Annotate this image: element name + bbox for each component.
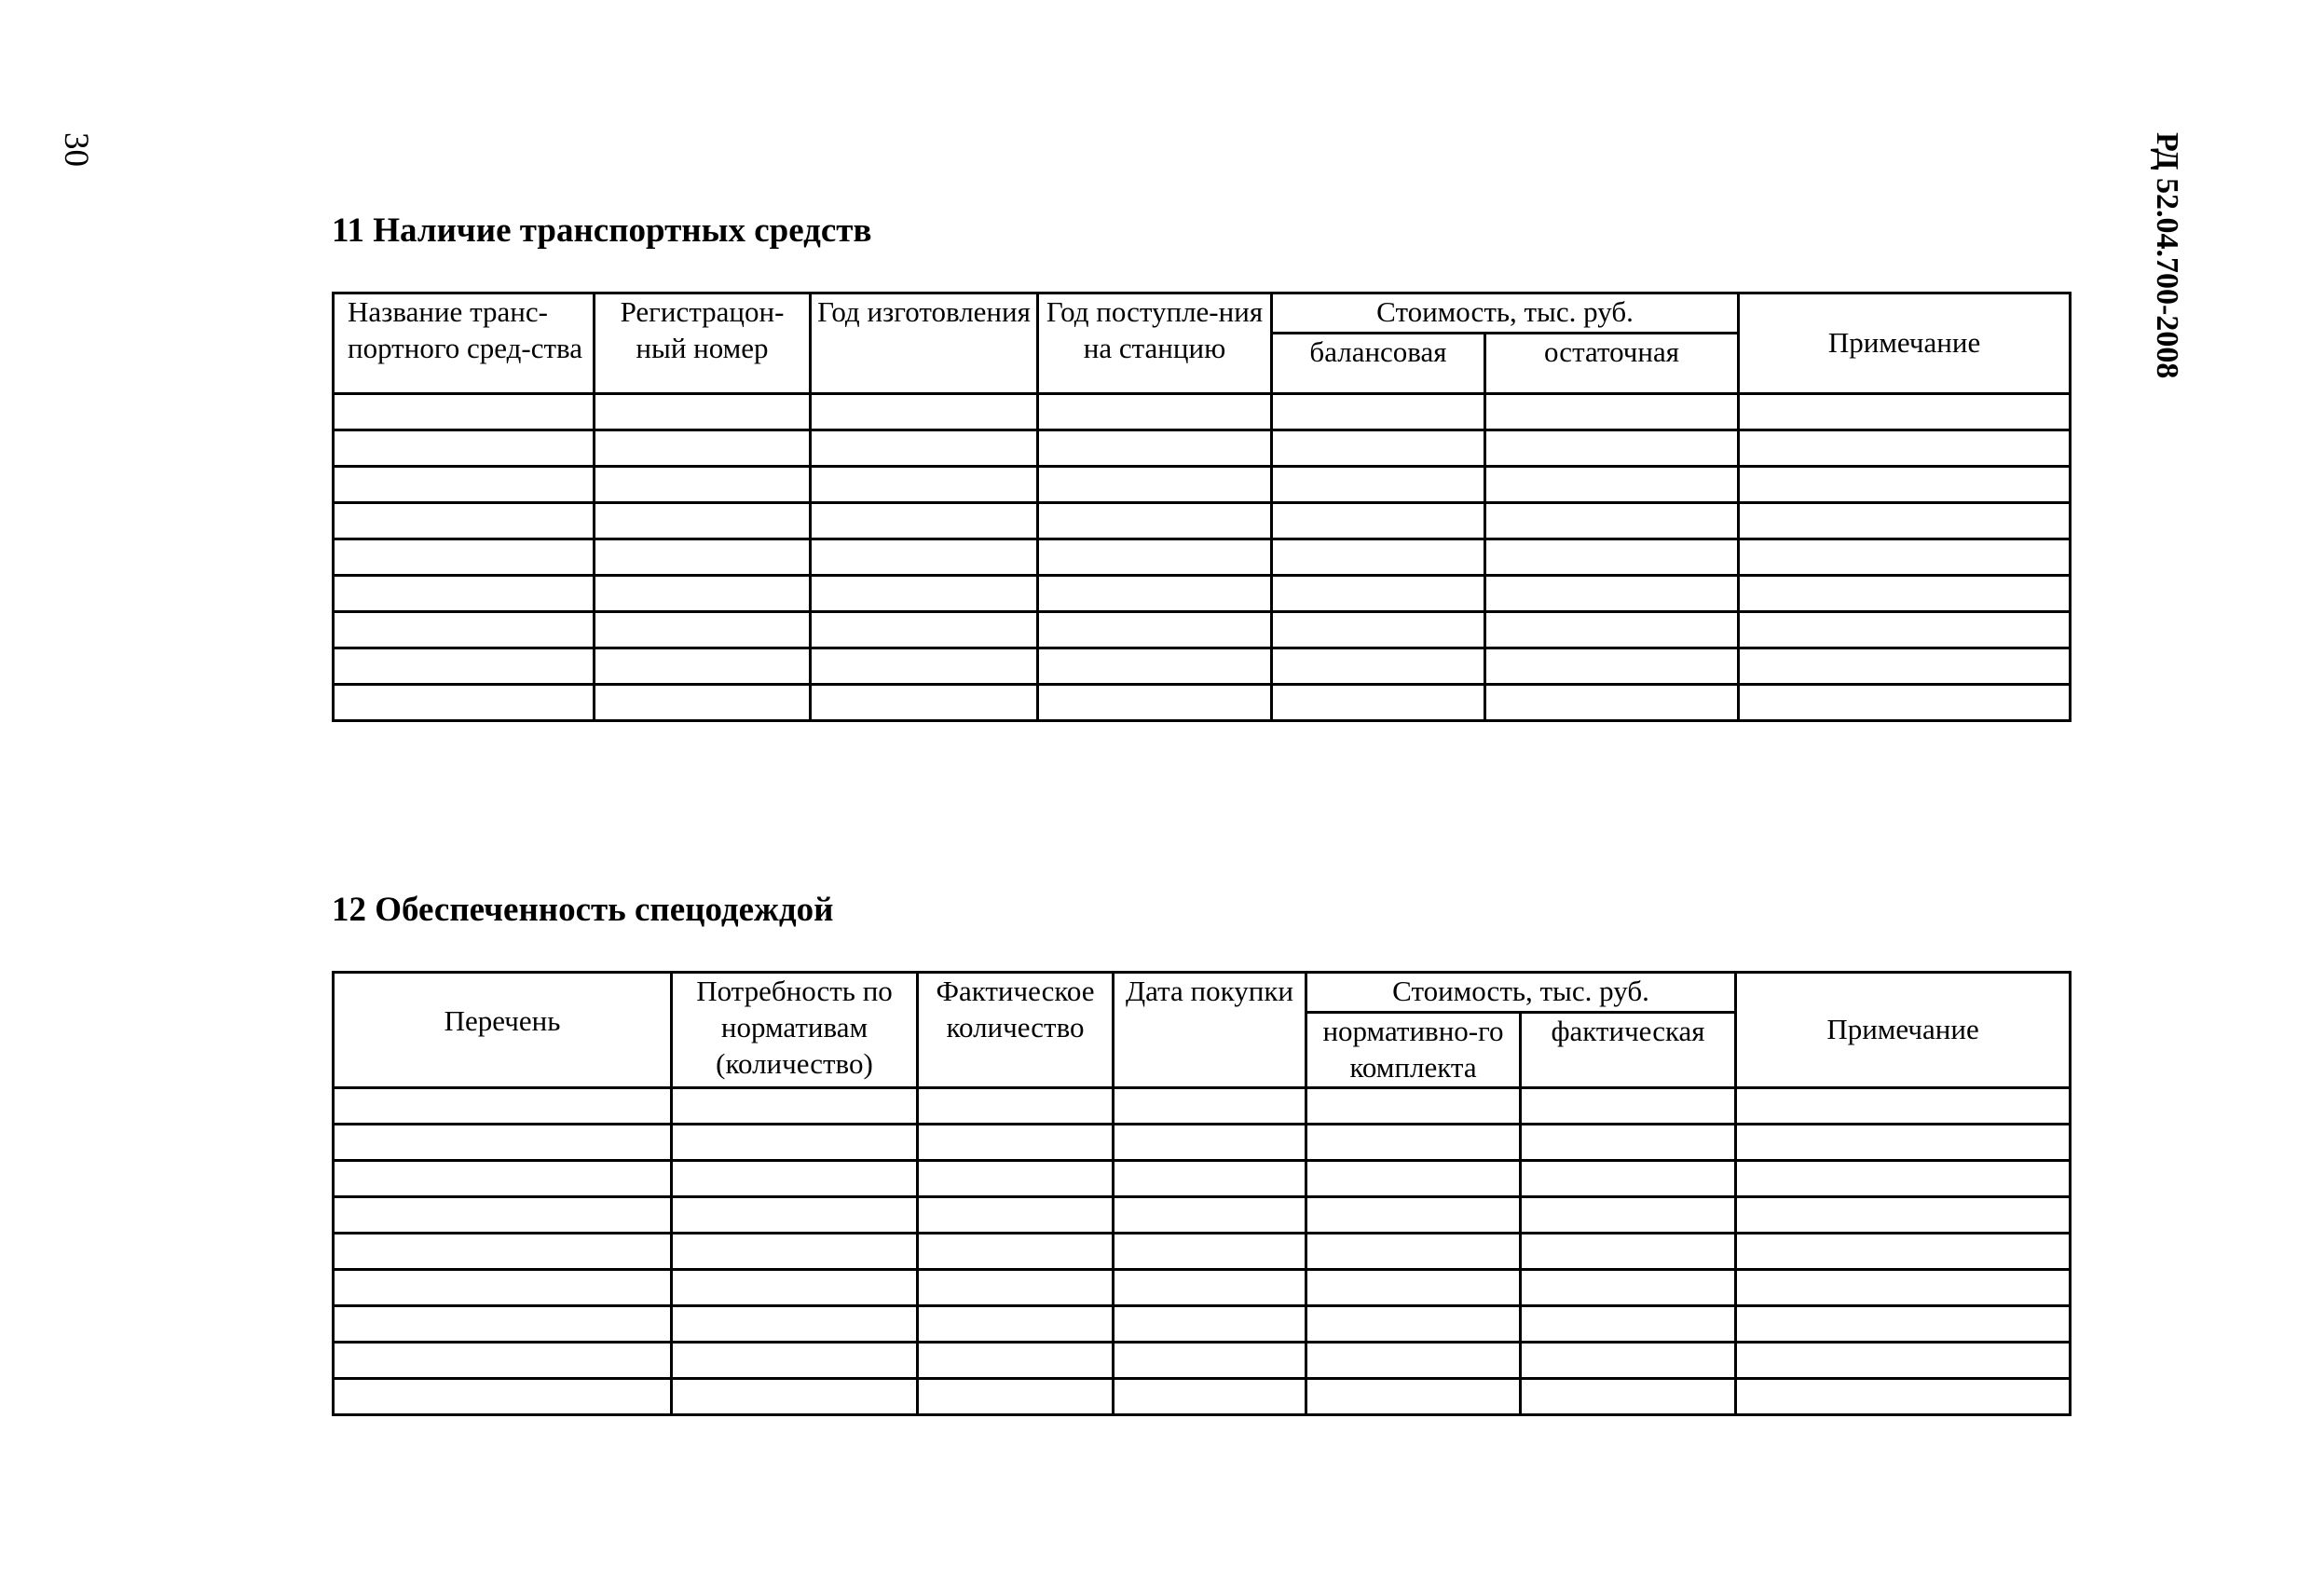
table-row: [334, 430, 2071, 467]
empty-cell: [1736, 1161, 2071, 1197]
table-row: [334, 467, 2071, 503]
empty-cell: [595, 685, 811, 721]
empty-cell: [1485, 430, 1739, 467]
empty-cell: [595, 467, 811, 503]
empty-cell: [1114, 1088, 1306, 1125]
header-purchase-date: Дата покупки: [1114, 973, 1306, 1088]
empty-cell: [1736, 1379, 2071, 1415]
empty-cell: [1272, 467, 1485, 503]
empty-cell: [334, 1125, 672, 1161]
empty-cell: [672, 1379, 918, 1415]
empty-cell: [918, 1379, 1114, 1415]
empty-cell: [1739, 394, 2071, 430]
empty-cell: [1114, 1270, 1306, 1306]
header-cost-balance: балансовая: [1272, 334, 1485, 394]
empty-cell: [918, 1088, 1114, 1125]
empty-cell: [1736, 1234, 2071, 1270]
empty-cell: [811, 503, 1038, 539]
transport-table: [332, 292, 2072, 722]
header-year-made: Год изготовления: [811, 293, 1038, 394]
empty-cell: [918, 1197, 1114, 1234]
empty-cell: [672, 1161, 918, 1197]
empty-cell: [1485, 685, 1739, 721]
empty-cell: [1306, 1343, 1521, 1379]
empty-cell: [1736, 1125, 2071, 1161]
empty-cell: [1306, 1306, 1521, 1343]
header-year-received: Год поступле-ния на станцию: [1038, 293, 1272, 394]
empty-cell: [1521, 1088, 1736, 1125]
empty-cell: [1038, 612, 1272, 648]
table-row: [334, 503, 2071, 539]
empty-cell: [334, 648, 595, 685]
empty-cell: [595, 394, 811, 430]
empty-cell: [811, 576, 1038, 612]
empty-cell: [1485, 539, 1739, 576]
empty-cell: [1038, 467, 1272, 503]
header-cost: Стоимость, тыс. руб.: [1272, 293, 1739, 334]
empty-cell: [811, 430, 1038, 467]
header-cost: Стоимость, тыс. руб.: [1306, 973, 1736, 1013]
empty-cell: [1114, 1343, 1306, 1379]
empty-cell: [1521, 1343, 1736, 1379]
section-12-title: 12 Обеспеченность спецодеждой: [332, 891, 834, 929]
empty-cell: [1306, 1379, 1521, 1415]
table-row: [334, 539, 2071, 576]
empty-cell: [1272, 539, 1485, 576]
empty-cell: [672, 1306, 918, 1343]
header-actual-qty: Фактическое количество: [918, 973, 1114, 1088]
empty-cell: [334, 1379, 672, 1415]
empty-cell: [1739, 430, 2071, 467]
table-row: [334, 394, 2071, 430]
empty-cell: [334, 1270, 672, 1306]
empty-cell: [1272, 576, 1485, 612]
empty-cell: [1306, 1161, 1521, 1197]
header-cost-residual: остаточная: [1485, 334, 1739, 394]
empty-cell: [1114, 1306, 1306, 1343]
empty-cell: [918, 1161, 1114, 1197]
table-row: [334, 1270, 2071, 1306]
empty-cell: [672, 1197, 918, 1234]
header-note: Примечание: [1736, 973, 2071, 1088]
empty-cell: [334, 1234, 672, 1270]
empty-cell: [1739, 685, 2071, 721]
empty-cell: [1038, 394, 1272, 430]
empty-cell: [1272, 503, 1485, 539]
table-row: [334, 1088, 2071, 1125]
empty-cell: [1736, 1306, 2071, 1343]
empty-cell: [1272, 685, 1485, 721]
empty-cell: [595, 576, 811, 612]
empty-cell: [918, 1270, 1114, 1306]
header-need: Потребность по нормативам (количество): [672, 973, 918, 1088]
empty-cell: [1739, 503, 2071, 539]
table-row: [334, 1125, 2071, 1161]
header-list: Перечень: [334, 973, 672, 1088]
header-note: Примечание: [1739, 293, 2071, 394]
empty-cell: [1114, 1125, 1306, 1161]
empty-cell: [595, 503, 811, 539]
table-row: [334, 685, 2071, 721]
empty-cell: [334, 685, 595, 721]
empty-cell: [1038, 430, 1272, 467]
empty-cell: [918, 1125, 1114, 1161]
empty-cell: [1114, 1379, 1306, 1415]
empty-cell: [672, 1088, 918, 1125]
empty-cell: [672, 1125, 918, 1161]
empty-cell: [1272, 648, 1485, 685]
empty-cell: [1739, 648, 2071, 685]
empty-cell: [1521, 1379, 1736, 1415]
empty-cell: [334, 1306, 672, 1343]
empty-cell: [918, 1234, 1114, 1270]
empty-cell: [918, 1343, 1114, 1379]
empty-cell: [1306, 1125, 1521, 1161]
header-vehicle-name: Название транс-портного сред-ства: [334, 293, 595, 394]
empty-cell: [918, 1306, 1114, 1343]
header-cost-norm: нормативно-го комплекта: [1306, 1013, 1521, 1088]
document-code: РД 52.04.700-2008: [2150, 132, 2184, 379]
empty-cell: [595, 430, 811, 467]
empty-cell: [1736, 1270, 2071, 1306]
empty-cell: [672, 1234, 918, 1270]
empty-cell: [1306, 1088, 1521, 1125]
empty-cell: [811, 394, 1038, 430]
empty-cell: [595, 648, 811, 685]
table-row: [334, 612, 2071, 648]
empty-cell: [1521, 1234, 1736, 1270]
empty-cell: [1739, 612, 2071, 648]
empty-cell: [1521, 1161, 1736, 1197]
empty-cell: [1521, 1306, 1736, 1343]
empty-cell: [672, 1270, 918, 1306]
empty-cell: [672, 1343, 918, 1379]
section-11-title: 11 Наличие транспортных средств: [332, 211, 872, 250]
empty-cell: [334, 503, 595, 539]
empty-cell: [334, 1197, 672, 1234]
empty-cell: [334, 467, 595, 503]
empty-cell: [1306, 1234, 1521, 1270]
empty-cell: [1485, 503, 1739, 539]
empty-cell: [811, 648, 1038, 685]
table-row: [334, 1161, 2071, 1197]
page-number: 30: [57, 132, 95, 167]
empty-cell: [1272, 394, 1485, 430]
workwear-table: [332, 971, 2072, 1416]
empty-cell: [1485, 648, 1739, 685]
empty-cell: [334, 430, 595, 467]
header-cost-actual: фактическая: [1521, 1013, 1736, 1088]
empty-cell: [811, 467, 1038, 503]
empty-cell: [1038, 685, 1272, 721]
table-row: [334, 1379, 2071, 1415]
empty-cell: [1485, 612, 1739, 648]
empty-cell: [1485, 576, 1739, 612]
empty-cell: [1038, 539, 1272, 576]
empty-cell: [811, 685, 1038, 721]
empty-cell: [1739, 576, 2071, 612]
empty-cell: [1485, 467, 1739, 503]
empty-cell: [1306, 1270, 1521, 1306]
empty-cell: [1521, 1197, 1736, 1234]
empty-cell: [1114, 1234, 1306, 1270]
empty-cell: [1521, 1125, 1736, 1161]
empty-cell: [334, 394, 595, 430]
empty-cell: [595, 612, 811, 648]
empty-cell: [811, 539, 1038, 576]
empty-cell: [1272, 612, 1485, 648]
empty-cell: [334, 576, 595, 612]
table-row: [334, 1197, 2071, 1234]
empty-cell: [1114, 1161, 1306, 1197]
empty-cell: [1739, 467, 2071, 503]
empty-cell: [1038, 576, 1272, 612]
empty-cell: [1736, 1343, 2071, 1379]
table-row: [334, 1234, 2071, 1270]
empty-cell: [1114, 1197, 1306, 1234]
empty-cell: [1272, 430, 1485, 467]
empty-cell: [334, 612, 595, 648]
empty-cell: [334, 1161, 672, 1197]
empty-cell: [595, 539, 811, 576]
table-row: [334, 1343, 2071, 1379]
header-reg-number: Регистрацон-ный номер: [595, 293, 811, 394]
empty-cell: [1306, 1197, 1521, 1234]
empty-cell: [334, 539, 595, 576]
empty-cell: [1038, 503, 1272, 539]
empty-cell: [1739, 539, 2071, 576]
empty-cell: [811, 612, 1038, 648]
empty-cell: [1485, 394, 1739, 430]
empty-cell: [1038, 648, 1272, 685]
empty-cell: [334, 1343, 672, 1379]
table-row: [334, 576, 2071, 612]
empty-cell: [334, 1088, 672, 1125]
empty-cell: [1736, 1197, 2071, 1234]
table-row: [334, 1306, 2071, 1343]
empty-cell: [1736, 1088, 2071, 1125]
table-row: [334, 648, 2071, 685]
empty-cell: [1521, 1270, 1736, 1306]
